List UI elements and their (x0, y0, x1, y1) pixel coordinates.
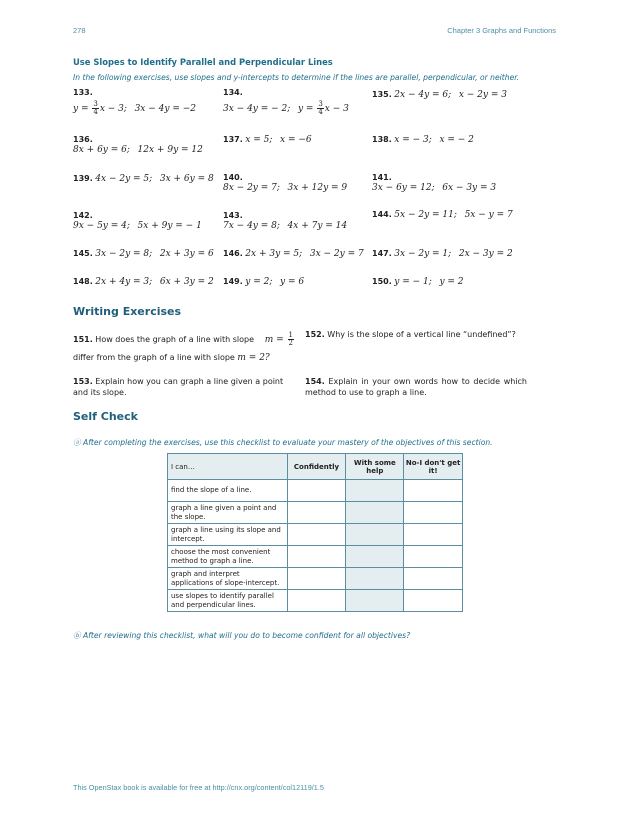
equation-part: y = 6 (280, 277, 305, 287)
equation-part: 3x − 2y = 1; (394, 249, 452, 259)
exercise-number: 144. (372, 210, 392, 219)
exercise-147 (372, 249, 513, 259)
equation-part: 3x + 12y = 9 (287, 183, 348, 193)
equation-part: 8x − 2y = 7; (223, 183, 280, 193)
table-row (168, 546, 463, 568)
confidently-cell[interactable] (287, 568, 346, 590)
objective-label: use slopes to identify parallel and perpendicular lines. (168, 590, 288, 612)
confidently-cell[interactable] (287, 480, 346, 502)
exercise-143 (223, 211, 347, 231)
exercise-number: 153. (73, 377, 93, 386)
objective-label: graph a line given a point and the slope. (168, 502, 288, 524)
equation-part: x = − 3; (394, 135, 432, 145)
exercise-145 (73, 249, 214, 259)
equation-part: 3x − 4y = −2 (134, 104, 196, 114)
chapter-title: Chapter 3 Graphs and Functions (447, 26, 556, 35)
exercise-number: 154. (305, 377, 325, 386)
objective-label: find the slope of a line. (168, 480, 288, 502)
equation-part: y = − 1; (394, 277, 432, 287)
page-number: 278 (73, 26, 86, 35)
exercise-number: 134. (223, 88, 243, 97)
exercise-149 (223, 277, 304, 287)
equation-part: y = 2; (245, 277, 273, 287)
equation-part: 6x + 3y = 2 (159, 277, 214, 287)
exercise-number: 145. (73, 249, 93, 258)
column-header: I can… (168, 454, 288, 480)
exercise-number: 147. (372, 249, 392, 258)
note-text: After reviewing this checklist, what will you do to become confident for all objectives? (83, 631, 411, 640)
exercise-number: 151. (73, 334, 93, 344)
dont-get-it-cell[interactable] (404, 524, 463, 546)
circle-a-marker: ⓐ (73, 438, 81, 447)
exercise-number: 143. (223, 211, 243, 220)
table-row (168, 524, 463, 546)
equation-part: 9x − 5y = 4; (73, 221, 130, 231)
exercise-140 (223, 173, 347, 193)
equation-part: 5x − y = 7 (464, 210, 513, 220)
self-check-table (167, 453, 463, 612)
confidently-cell[interactable] (287, 502, 346, 524)
equation-part: 12x + 9y = 12 (137, 145, 203, 155)
exercise-number: 140. (223, 173, 243, 182)
exercise-number: 148. (73, 277, 93, 286)
exercise-number: 135. (372, 90, 392, 99)
equation-part: x − 2y = 3 (458, 90, 507, 100)
exercise-139 (73, 174, 214, 184)
equation-part: 2x + 3y = 6 (159, 249, 214, 259)
confidently-cell[interactable] (287, 590, 346, 612)
table-row (168, 568, 463, 590)
some-help-cell[interactable] (346, 568, 404, 590)
exercise-135 (372, 90, 507, 100)
equation-part: x − 3; (99, 104, 127, 114)
dont-get-it-cell[interactable] (404, 502, 463, 524)
dont-get-it-cell[interactable] (404, 590, 463, 612)
equation-part: 5x − 2y = 11; (394, 210, 457, 220)
fraction: $\frac{1}{2}$ (288, 330, 293, 347)
equation-part: 4x − 2y = 5; (95, 174, 153, 184)
exercise-text: Explain how you can graph a line given a point and its slope. (73, 377, 284, 397)
self-check-note-a (73, 437, 493, 448)
some-help-cell[interactable] (346, 480, 404, 502)
equation-part: x = − 2 (439, 135, 474, 145)
equation-part: 3x − 2y = 7 (309, 249, 364, 259)
exercise-number: 149. (223, 277, 243, 286)
equation-part: 2x + 3y = 5; (245, 249, 303, 259)
equation-part: 6x − 3y = 3 (442, 183, 497, 193)
exercise-154 (305, 376, 527, 398)
writing-exercises-heading: Writing Exercises (73, 305, 182, 318)
exercise-146 (223, 249, 364, 259)
confidently-cell[interactable] (287, 546, 346, 568)
equation-part: y = 2 (439, 277, 464, 287)
exercise-150 (372, 277, 464, 287)
exercise-151 (73, 331, 295, 364)
some-help-cell[interactable] (346, 502, 404, 524)
exercise-138 (372, 135, 474, 145)
objective-label: graph and interpret applications of slope-intercept. (168, 568, 288, 590)
circle-b-marker: ⓑ (73, 631, 81, 640)
equation-part: y = (297, 104, 317, 114)
exercise-153 (73, 376, 295, 398)
note-text: After completing the exercises, use this checklist to evaluate your mastery of the objectives of this section. (83, 438, 493, 447)
exercise-number: 150. (372, 277, 392, 286)
equation-part: m = 2? (237, 353, 270, 363)
equation-part: y = (73, 104, 92, 114)
exercise-number: 137. (223, 135, 243, 144)
equation-part: x = 5; (245, 135, 273, 145)
exercise-number: 141. (372, 173, 392, 182)
equation-part: 4x + 7y = 14 (287, 221, 348, 231)
equation-part: 8x + 6y = 6; (73, 145, 130, 155)
fraction: $\frac{3}{4}$ (93, 100, 98, 116)
equation-part: 2x − 3y = 2 (458, 249, 513, 259)
section-instruction: In the following exercises, use slopes and y-intercepts to determine if the lines are parallel, perpendicular, or neither. (73, 73, 520, 82)
dont-get-it-cell[interactable] (404, 546, 463, 568)
exercise-136 (73, 135, 203, 155)
exercise-number: 139. (73, 174, 93, 183)
confidently-cell[interactable] (287, 524, 346, 546)
exercise-152 (305, 329, 527, 340)
exercise-number: 138. (372, 135, 392, 144)
objective-label: choose the most convenient method to graph a line. (168, 546, 288, 568)
exercise-text: Explain in your own words how to decide which method to use to graph a line. (305, 377, 527, 397)
column-header: With some help (346, 454, 404, 480)
section-title: Use Slopes to Identify Parallel and Perpendicular Lines (73, 57, 333, 67)
self-check-heading: Self Check (73, 410, 138, 423)
exercise-text: differ from the graph of a line with slope (73, 353, 235, 362)
equation-part: x − 3 (324, 104, 349, 114)
equation-part: x = −6 (280, 135, 312, 145)
column-header: Confidently (287, 454, 346, 480)
self-check-note-b (73, 630, 410, 641)
exercise-141 (372, 173, 496, 193)
exercise-number: 136. (73, 135, 93, 144)
column-header: No-I don't get it! (404, 454, 463, 480)
equation-part: 7x − 4y = 8; (223, 221, 280, 231)
footer-text: This OpenStax book is available for free at http://cnx.org/content/col12119/1.5 (73, 783, 324, 792)
exercise-142 (73, 211, 202, 231)
fraction: $\frac{3}{4}$ (318, 100, 323, 116)
equation-part: 3x + 6y = 8 (159, 174, 214, 184)
some-help-cell[interactable] (346, 546, 404, 568)
equation-part: 3x − 4y = − 2; (223, 104, 291, 114)
equation-part: 2x − 4y = 6; (394, 90, 452, 100)
exercise-number: 146. (223, 249, 243, 258)
table-header-row (168, 454, 463, 480)
exercise-133 (73, 88, 196, 116)
table-row (168, 590, 463, 612)
exercise-number: 142. (73, 211, 93, 220)
exercise-text: Why is the slope of a vertical line “undefined”? (327, 330, 516, 339)
exercise-number: 152. (305, 330, 325, 339)
table-row (168, 480, 463, 502)
some-help-cell[interactable] (346, 590, 404, 612)
exercise-number: 133. (73, 88, 93, 97)
exercise-134 (223, 88, 349, 116)
equation-part: 2x + 4y = 3; (95, 277, 153, 287)
dont-get-it-cell[interactable] (404, 480, 463, 502)
exercise-text: How does the graph of a line with slope (95, 334, 255, 344)
dont-get-it-cell[interactable] (404, 568, 463, 590)
objective-label: graph a line using its slope and intercept. (168, 524, 288, 546)
exercise-148 (73, 277, 214, 287)
exercise-144 (372, 210, 513, 220)
table-row (168, 502, 463, 524)
equation-part: m = (264, 334, 287, 345)
some-help-cell[interactable] (346, 524, 404, 546)
equation-part: 3x − 2y = 8; (95, 249, 153, 259)
exercise-137 (223, 135, 312, 145)
equation-part: 5x + 9y = − 1 (137, 221, 202, 231)
equation-part: 3x − 6y = 12; (372, 183, 435, 193)
